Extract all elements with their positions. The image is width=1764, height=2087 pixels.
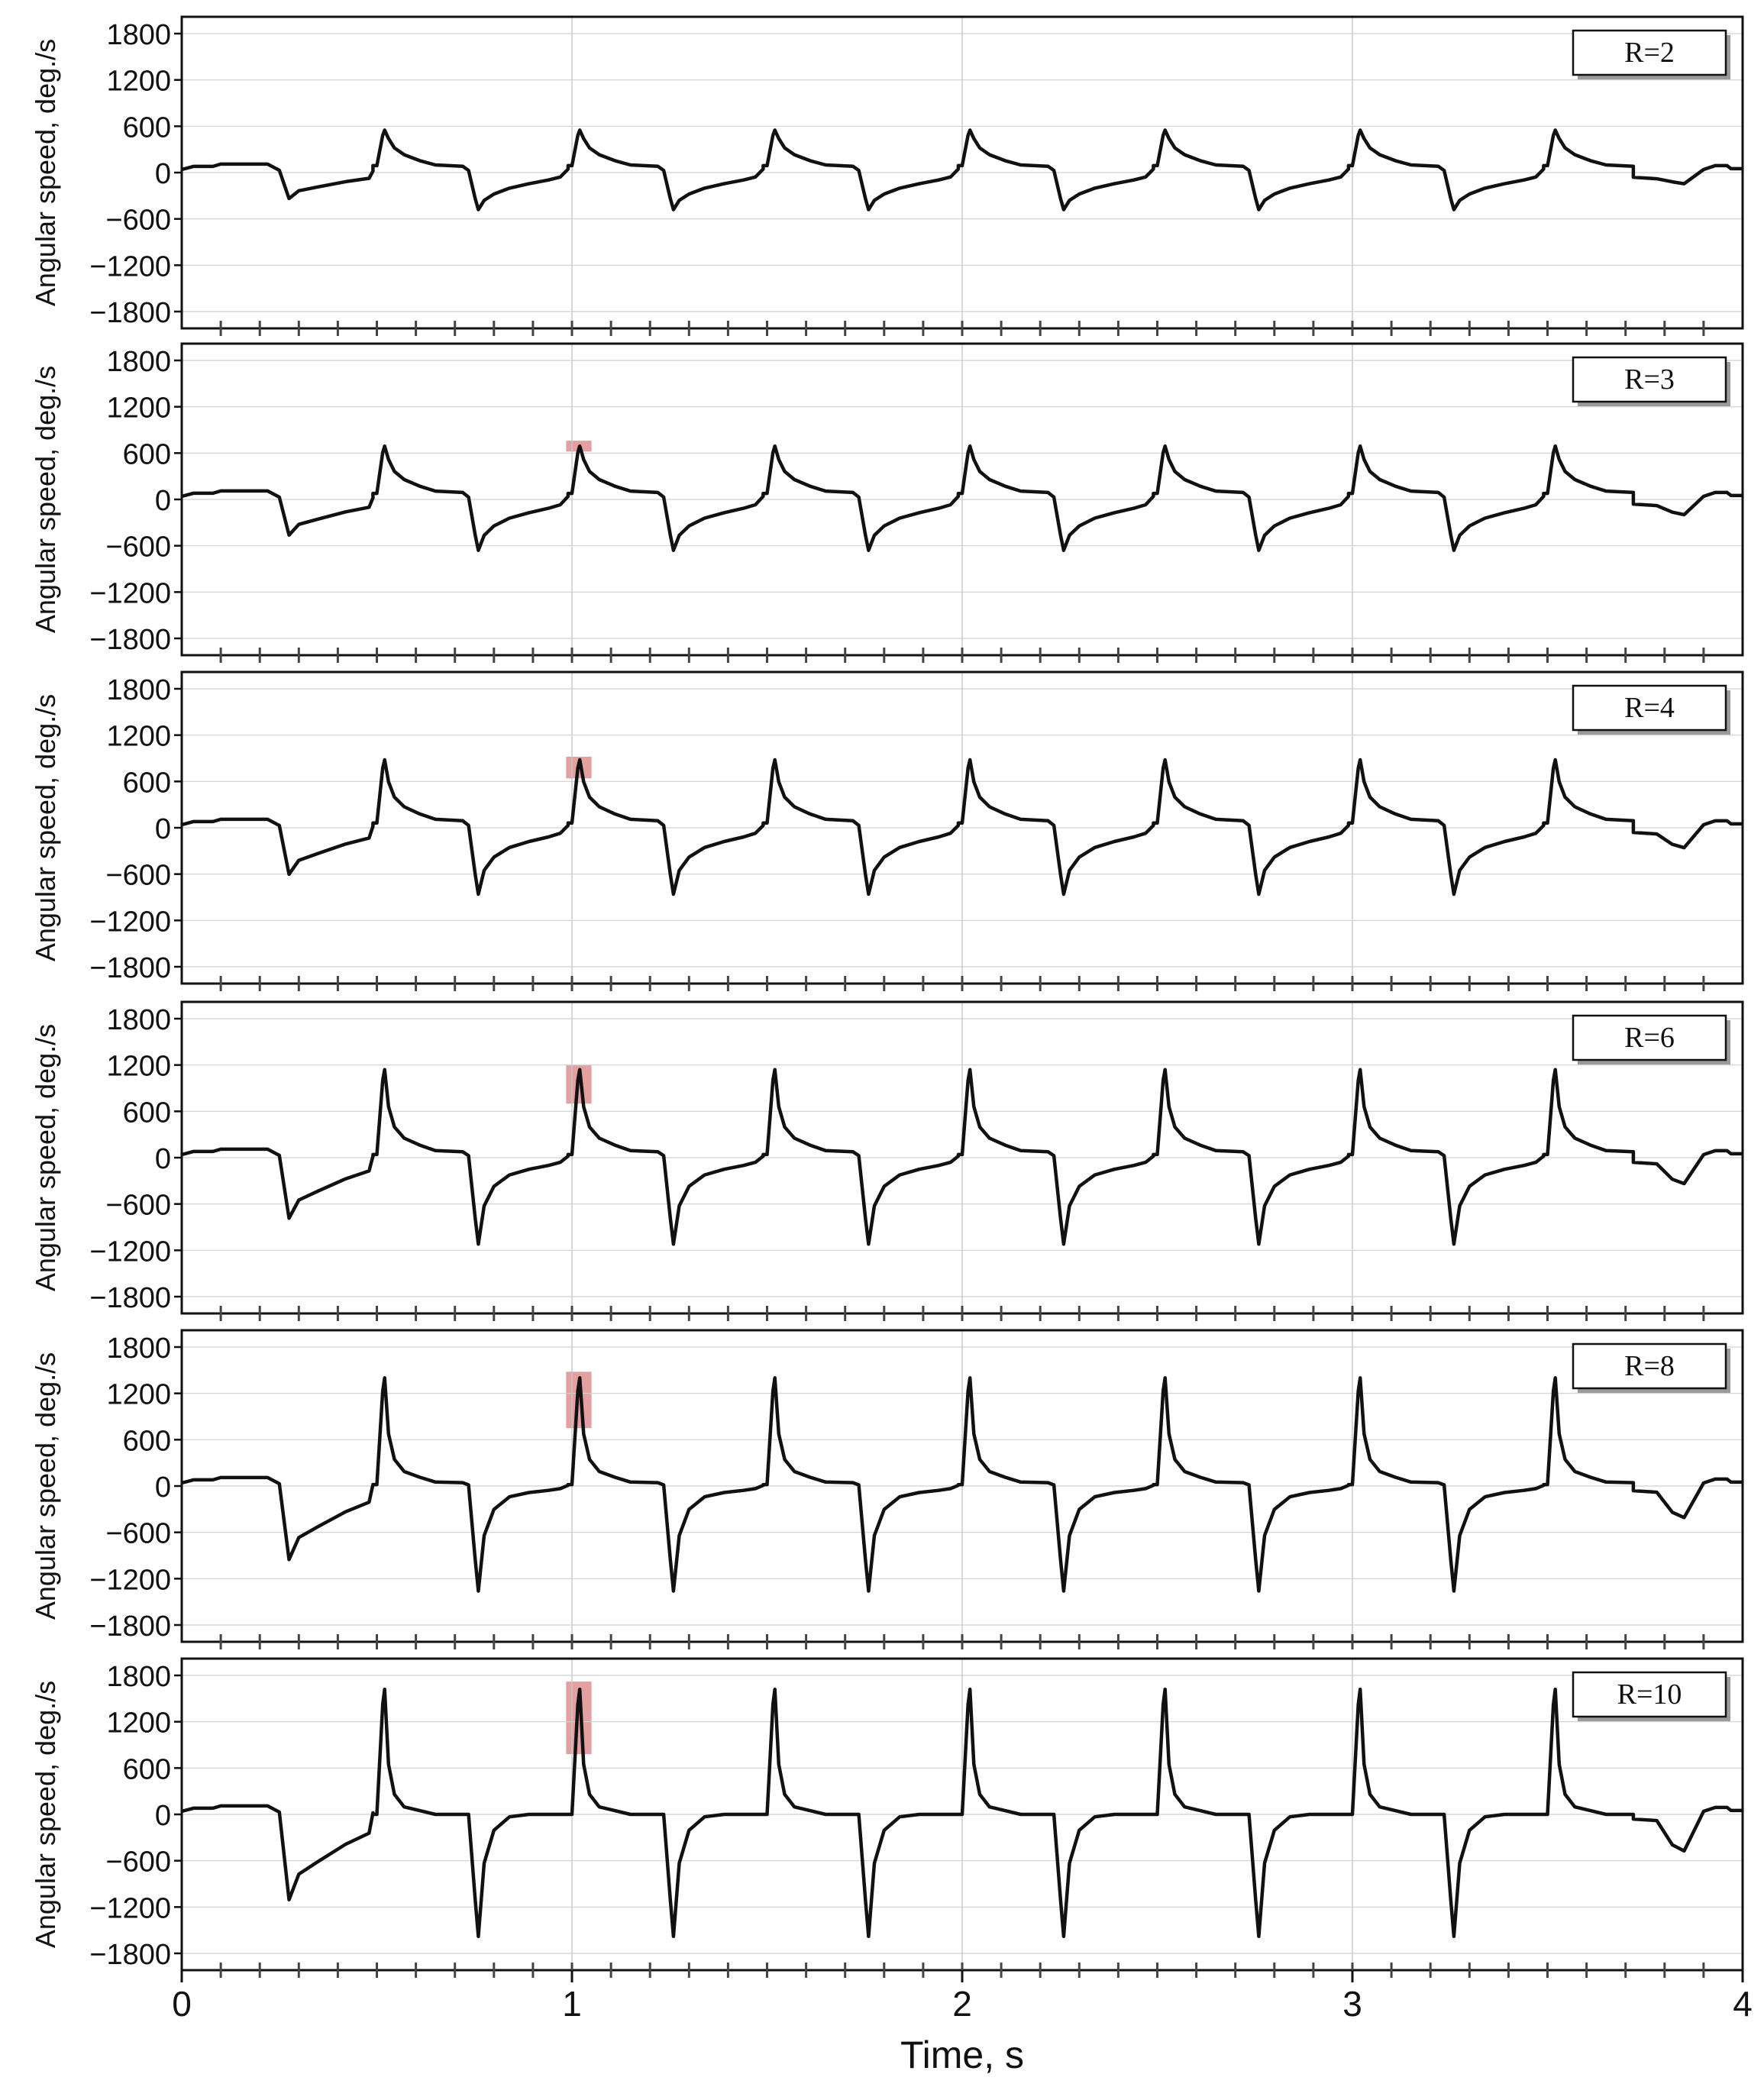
y-tick-label: −1800	[89, 297, 171, 329]
y-tick-label: −1200	[89, 577, 171, 610]
y-tick-label: 1200	[106, 1050, 171, 1083]
y-tick-label: −600	[105, 859, 171, 892]
y-tick-label: −1200	[89, 1564, 171, 1597]
legend-label: R=3	[1624, 363, 1675, 396]
panel-4	[30, 1002, 1743, 1321]
y-tick-label: 600	[122, 1097, 171, 1129]
panel-3	[30, 672, 1743, 991]
y-tick-label: −1800	[89, 1939, 171, 1971]
y-tick-label: −1200	[89, 1236, 171, 1268]
y-tick-label: 0	[154, 1143, 171, 1175]
x-tick-label: 4	[1733, 1984, 1753, 2024]
y-tick-label: 1800	[106, 1004, 171, 1036]
y-tick-label: 1800	[106, 1333, 171, 1365]
legend-label: R=2	[1624, 37, 1675, 69]
y-tick-label: 1200	[106, 1378, 171, 1411]
y-tick-label: −1800	[89, 1282, 171, 1314]
legend-label: R=6	[1624, 1022, 1675, 1054]
y-tick-label: 0	[154, 158, 171, 190]
y-tick-label: −600	[105, 1517, 171, 1550]
y-tick-label: −600	[105, 1189, 171, 1222]
x-axis-label: Time, s	[900, 2034, 1025, 2076]
legend-label: R=8	[1624, 1350, 1675, 1382]
panel-5	[30, 1330, 1743, 1649]
y-tick-label: −600	[105, 1846, 171, 1879]
legend-label: R=4	[1624, 692, 1675, 724]
y-tick-label: −600	[105, 531, 171, 564]
x-tick-label: 1	[562, 1984, 582, 2024]
y-tick-label: 0	[154, 485, 171, 517]
y-tick-label: −1200	[89, 1892, 171, 1925]
y-tick-label: 600	[122, 438, 171, 471]
y-tick-label: −1800	[89, 1610, 171, 1643]
y-tick-label: 1200	[106, 392, 171, 425]
y-axis-label: Angular speed, deg./s	[30, 1352, 61, 1620]
x-tick-label: 0	[172, 1984, 192, 2024]
y-tick-label: 1800	[106, 346, 171, 378]
y-tick-label: −1200	[89, 906, 171, 939]
y-tick-label: −1800	[89, 952, 171, 984]
panel-6	[30, 1659, 1743, 1978]
y-tick-label: 600	[122, 111, 171, 144]
y-tick-label: 0	[154, 1472, 171, 1504]
y-axis-label: Angular speed, deg./s	[30, 1023, 61, 1292]
y-tick-label: −1800	[89, 624, 171, 656]
y-tick-label: −1200	[89, 250, 171, 283]
y-axis-label: Angular speed, deg./s	[30, 693, 61, 962]
y-tick-label: 1800	[106, 1661, 171, 1693]
y-axis-label: Angular speed, deg./s	[30, 38, 61, 307]
x-tick-label: 2	[952, 1984, 972, 2024]
y-tick-label: 1800	[106, 674, 171, 706]
y-tick-label: 1200	[106, 720, 171, 753]
y-tick-label: 0	[154, 813, 171, 845]
y-tick-label: 600	[122, 1753, 171, 1786]
y-tick-label: 1200	[106, 65, 171, 98]
y-tick-label: 1200	[106, 1707, 171, 1740]
panel-2	[30, 344, 1743, 663]
y-axis-label: Angular speed, deg./s	[30, 365, 61, 634]
y-tick-label: −600	[105, 204, 171, 237]
y-axis-label: Angular speed, deg./s	[30, 1680, 61, 1949]
y-tick-label: 600	[122, 1425, 171, 1458]
legend-label: R=10	[1617, 1678, 1682, 1711]
panel-1	[30, 17, 1743, 336]
y-tick-label: 1800	[106, 19, 171, 51]
y-tick-label: 600	[122, 767, 171, 800]
y-tick-label: 0	[154, 1800, 171, 1832]
x-tick-label: 3	[1342, 1984, 1362, 2024]
